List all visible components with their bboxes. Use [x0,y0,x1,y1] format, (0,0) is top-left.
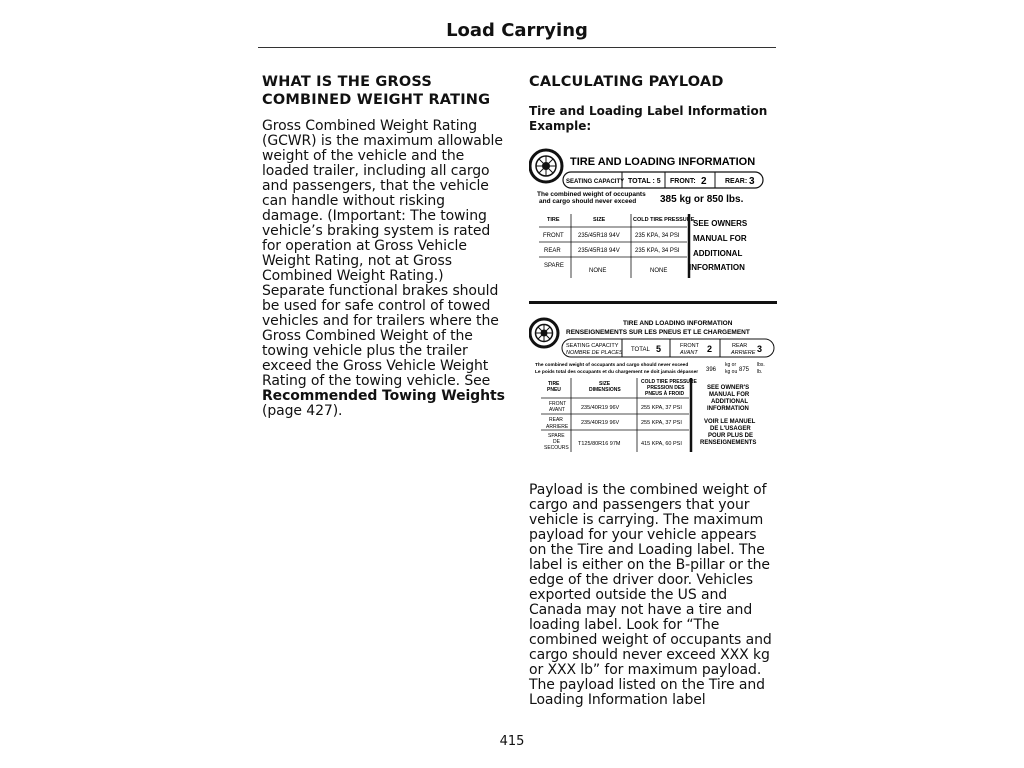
label2-total-value: 5 [656,344,662,354]
label2-seating-capacity: SEATING CAPACITY [566,343,619,349]
label2-col-size-fr: DIMENSIONS [589,387,621,393]
label2-title: TIRE AND LOADING INFORMATION [623,320,733,327]
label2-rear-fr: ARRIERE [731,350,756,356]
tire-loading-label-1-graphic [529,146,777,288]
label1-col-size: SIZE [593,217,606,223]
label1-combined-value: 385 kg or 850 lbs. [660,194,744,205]
label2-row-rear-tire-fr: ARRIERE [546,424,569,430]
label2-voir-1: VOIR LE MANUEL [704,419,756,425]
label1-row-spare-size: NONE [589,268,607,274]
label2-rear: REAR [732,343,748,349]
label1-row-spare-tire: SPARE [544,263,564,269]
label1-see-owners-3: ADDITIONAL [693,249,743,258]
payload-paragraph: Payload is the combined weight of cargo and passengers that your vehicle is carrying. The maximum payload for your vehicle appears on the Tire and Loading label. The label is either on the B-pillar or the edge of the driver door. Vehicles exported outside the US and Canada may not have a tire and loading label. Look for “The combined weight of occupants and cargo should never exceed XXX kg or XXX lb” for maximum payload. The payload listed on the Tire and Loading Information label [529,482,772,708]
label1-seating-capacity: SEATING CAPACITY [566,179,625,185]
label2-col-tire-fr: PNEU [547,387,561,393]
label-example-subheading: Tire and Loading Label Information Example: [529,104,768,133]
label2-row-spare-size: T125/80R16 97M [578,441,621,447]
label2-col-pressure-fr2: PNEUS À FROID [645,391,685,397]
label2-front-fr: AVANT [680,350,698,356]
label2-row-spare-pressure: 415 KPA, 60 PSI [641,441,682,447]
gcwr-paragraph [262,119,510,419]
label2-rear-value: 3 [757,344,763,354]
right-column [529,73,777,134]
label2-combined-en: The combined weight of occupants and cargo should never exceed [535,363,689,368]
label1-total: TOTAL : 5 [628,178,661,185]
tire-loading-label-2-graphic [529,302,777,462]
label1-title: TIRE AND LOADING INFORMATION [570,156,756,168]
label2-kg-value: 396 [706,367,717,373]
label1-front-value: 2 [701,176,707,187]
label2-kg-unit-fr: kg ou [725,369,738,375]
label1-see-owners-2: MANUAL FOR [693,234,747,243]
label2-lbs-unit: lbs. [757,362,765,368]
label2-front: FRONT [680,343,699,349]
label2-voir-4: RENSEIGNEMENTS [700,440,757,446]
label2-see-owners-1: SEE OWNER'S [707,385,750,391]
label2-seating-fr: NOMBRE DE PLACES [566,350,623,356]
label1-combined-line1: The combined weight of occupants [537,191,646,198]
label2-row-front-pressure: 255 KPA, 37 PSI [641,405,682,411]
label1-col-pressure: COLD TIRE PRESSURE [633,217,695,223]
tire-loading-label-example-2 [529,302,777,462]
label2-row-front-tire: FRONT [549,401,567,407]
label1-combined-line2: and cargo should never exceed [539,198,637,205]
tire-loading-label-example-1 [529,146,777,288]
label2-col-pressure: COLD TIRE PRESSURE [641,379,697,385]
label1-col-tire: TIRE [547,217,560,223]
label1-rear: REAR: [725,178,748,185]
tire-icon [530,319,558,347]
label2-row-spare-tire: SPARE [548,433,565,439]
page-title: Load Carrying [446,20,588,41]
page-reference: (page 427). [262,403,343,419]
towing-weights-link[interactable]: Recommended Towing Weights [262,388,505,404]
label1-row-front-size: 235/45R18 94V [578,233,620,239]
label1-see-owners-1: SEE OWNERS [693,219,748,228]
label2-col-size: SIZE [599,381,611,387]
label2-see-owners-3: ADDITIONAL [711,399,748,405]
label2-row-rear-size: 235/40R19 96V [581,420,620,426]
title-divider [258,47,776,48]
label1-row-rear-tire: REAR [544,248,561,254]
left-column [262,73,510,419]
label1-front: FRONT: [670,178,696,185]
label1-row-rear-pressure: 235 KPA, 34 PSI [635,248,680,254]
label2-col-pressure-fr1: PRESSION DES [647,385,685,391]
payload-heading: CALCULATING PAYLOAD [529,74,724,90]
tire-icon [530,150,562,182]
label2-see-owners-4: INFORMATION [707,406,749,412]
label2-lbs-unit-fr: lb. [757,369,763,375]
label1-see-owners-4: INFORMATION [689,263,745,272]
label2-see-owners-2: MANUAL FOR [709,392,750,398]
gcwr-text: Gross Combined Weight Rating (GCWR) is the maximum allowable weight of the vehicle and the loaded trailer, including all cargo and passengers, that the vehicle can handle without risking damage. (Important: The towing vehicle’s braking system is rated for operation at Gross Vehicle Weight Rating, not at Gross Combined Weight Rating.) Separate functional brakes should be used for safe control of towed vehicles and for trailers where the Gross Combined Weight of the towing vehicle plus the trailer exceed the Gross Vehicle Weight Rating of the towing vehicle. See [262,118,503,389]
label2-row-front-size: 235/40R19 96V [581,405,620,411]
label2-row-front-tire-fr: AVANT [549,407,565,413]
label1-row-spare-pressure: NONE [650,268,668,274]
label2-combined-fr: Le poids total des occupants et du chargement ne doit jamais dépasser [535,370,699,375]
label2-row-spare-secours: SECOURS [544,445,569,451]
label2-voir-3: POUR PLUS DE [708,433,754,439]
label2-lbs-value: 875 [739,367,750,373]
label1-row-front-pressure: 235 KPA, 34 PSI [635,233,680,239]
label1-row-front-tire: FRONT [543,233,564,239]
label2-voir-2: DE L'USAGER [710,426,751,432]
label2-total: TOTAL [631,347,650,353]
label1-row-rear-size: 235/45R18 94V [578,248,620,254]
label2-row-rear-tire: REAR [549,417,563,423]
label2-front-value: 2 [707,344,713,354]
label1-rear-value: 3 [749,176,755,187]
label2-row-spare-de: DE [553,439,560,445]
page-number: 415 [499,734,525,749]
label2-title-fr: RENSEIGNEMENTS SUR LES PNEUS ET LE CHARGEMENT [566,329,750,336]
label2-row-rear-pressure: 255 KPA, 37 PSI [641,420,682,426]
gcwr-heading: WHAT IS THE GROSS COMBINED WEIGHT RATING [262,74,491,108]
label2-col-tire: TIRE [548,381,560,387]
label2-kg-unit: kg or [725,362,737,368]
